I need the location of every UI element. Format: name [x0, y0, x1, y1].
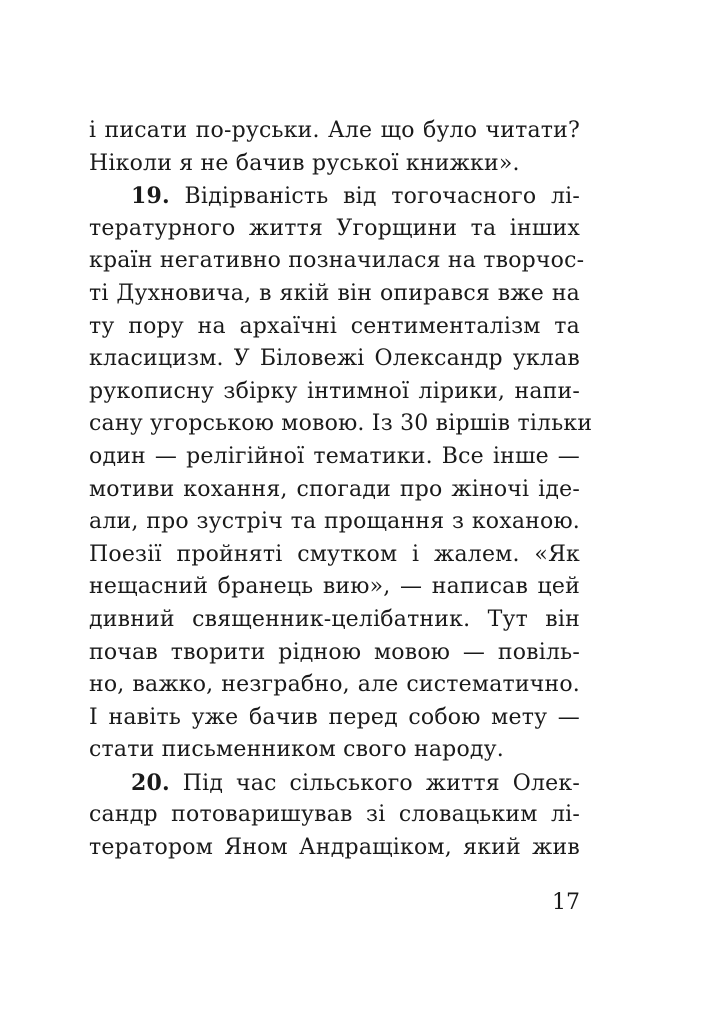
text-line: али, про зустріч та прощання з коханою.: [89, 509, 580, 535]
text-line: країн негативно позначилася на творчос-: [89, 248, 585, 274]
text-line: стати письменником свого народу.: [89, 737, 504, 763]
text-line: Ніколи я не бачив руської книжки».: [89, 150, 520, 176]
page-text: [89, 115, 593, 865]
text-line: один — релігійної тематики. Все інше —: [89, 443, 580, 469]
text-line: мотиви кохання, спогади про жіночі іде-: [89, 476, 580, 502]
text-line: дивний священник-целібатник. Тут він: [89, 606, 580, 632]
text-line: і писати по-руськи. Але що було читати?: [89, 118, 580, 143]
text-line: рукописну збірку інтимної лірики, напи-: [89, 378, 580, 404]
paragraph-number: 20.: [131, 769, 170, 796]
text-line: но, важко, незграбно, але систематично.: [89, 672, 580, 698]
text-fragment: Відірваність від тогочасного лі-: [184, 184, 580, 210]
paragraph-number: 19.: [131, 183, 170, 210]
text-line: І навіть уже бачив перед собою мету —: [89, 704, 580, 730]
paragraph-19-first-line: [89, 180, 580, 213]
text-line: класицизм. У Біловежі Олександр уклав: [89, 346, 580, 372]
text-line: ту пору на архаїчні сентименталізм та: [89, 313, 580, 339]
text-line: нещасний бранець вию», — написав цей: [89, 574, 580, 600]
text-line: сану угорською мовою. Із 30 віршів тільки: [89, 411, 593, 437]
text-line: тератором Яном Андращіком, який жив: [89, 835, 580, 861]
page-number: 17: [552, 890, 580, 915]
text-fragment: Під час сільського життя Олек-: [182, 770, 580, 796]
text-line: тературного життя Угорщини та інших: [89, 215, 580, 241]
text-line: сандр потоваришував зі словацьким лі-: [89, 802, 580, 828]
text-line: почав творити рідною мовою — повіль-: [89, 639, 580, 665]
paragraph-20-first-line: [89, 767, 580, 800]
text-line: ті Духновича, в якій він опирався вже на: [89, 280, 580, 306]
text-line: Поезії пройняті смутком і жалем. «Як: [89, 541, 580, 567]
